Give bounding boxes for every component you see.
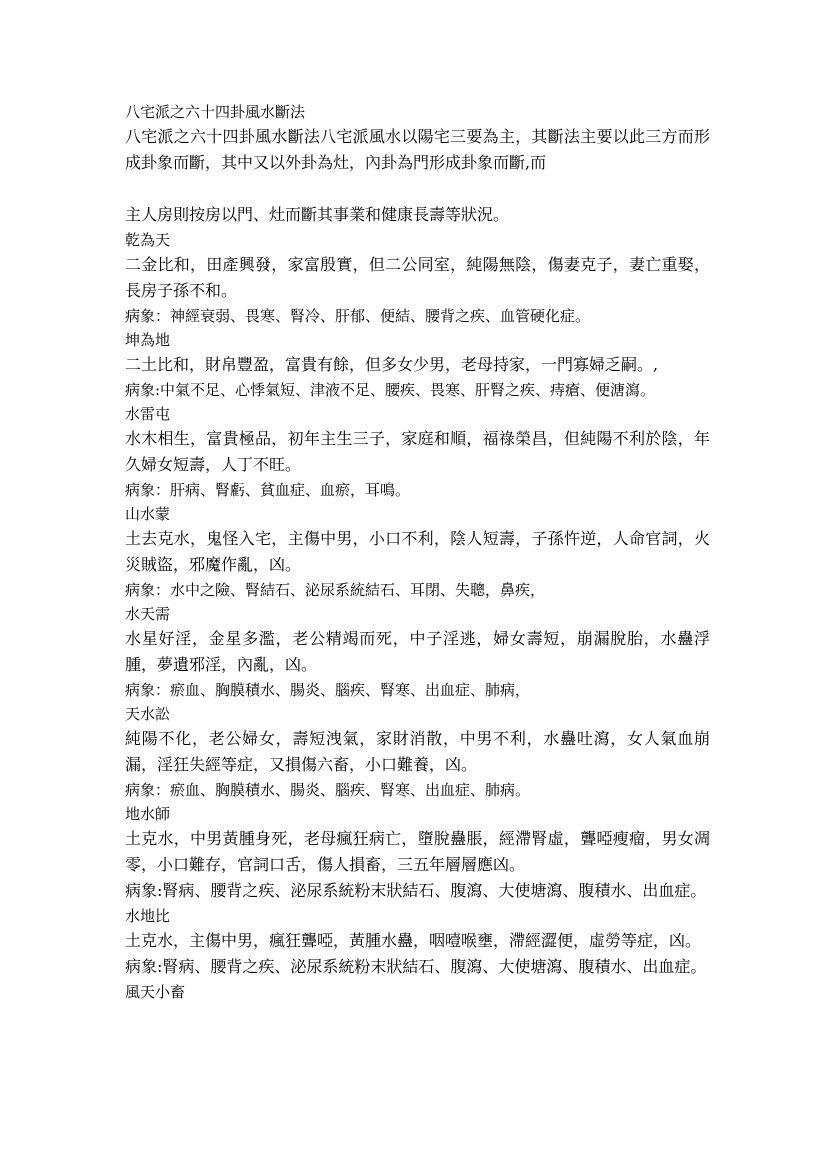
section-heading: 水雷屯: [125, 405, 171, 423]
document-page: [125, 100, 710, 1004]
section-heading: 水天需: [125, 605, 171, 623]
section-song: [125, 702, 710, 802]
section-text: 水星好淫，金星多濫，老公精竭而死，中子淫逃，婦女壽短，崩漏脫胎，水蠱浮腫，夢遺邪淫，內亂，凶。: [125, 629, 710, 674]
section-heading: 坤為地: [125, 331, 171, 349]
section-zhun: [125, 402, 710, 502]
section-text: 二土比和，財帛豐盈，富貴有餘，但多女少男，老母持家，一門寡婦乏嗣。,: [125, 355, 659, 374]
section-heading: 天水訟: [125, 705, 171, 723]
section-kun: [125, 328, 710, 402]
section-illness: 病象：瘀血、胸膜積水、腸炎、腦疾、腎寒、出血症、肺病，: [125, 681, 531, 699]
section-illness: 病象：水中之險、腎結石、泌尿系統結石、耳閉、失聰，鼻疾，: [125, 581, 546, 599]
section-illness: 病象：肝病、腎虧、貧血症、血瘀，耳鳴。: [125, 481, 411, 499]
section-heading: 水地比: [125, 907, 171, 925]
blank-line: [125, 176, 710, 202]
section-meng: [125, 502, 710, 602]
section-illness: 病象：瘀血、胸膜積水、腸炎、腦疾、腎寒、出血症、肺病。: [125, 781, 531, 799]
section-text: 土克水，中男黃腫身死，老母瘋狂病亡，墮脫蠱脹，經滯腎虛，聾啞瘦瘤，男女凋零，小口難存，官詞口舌，傷人損畜，三五年層層應凶。: [125, 829, 710, 874]
section-illness: 病象：神經衰弱、畏寒、腎冷、肝郁、便結、腰背之疾、血管硬化症。: [125, 307, 591, 325]
section-bi: [125, 904, 710, 980]
section-heading: 地水師: [125, 805, 171, 823]
section-shi: [125, 802, 710, 904]
section-xu: [125, 602, 710, 702]
section-text: 二金比和，田產興發，家富殷實，但二公同室，純陽無陰，傷妻克子，妻亡重娶，長房子孫不和。: [125, 255, 710, 300]
section-text: 水木相生，富貴極品，初年主生三子，家庭和順，福祿榮昌，但純陽不利於陰，年久婦女短壽，人丁不旺。: [125, 429, 710, 474]
section-qian: [125, 228, 710, 328]
document-title: 八宅派之六十四卦風水斷法: [125, 103, 306, 121]
section-heading: 山水蒙: [125, 505, 171, 523]
intro-paragraph: 八宅派之六十四卦風水斷法八宅派風水以陽宅三要為主，其斷法主要以此三方而形成卦象而斷，其中又以外卦為灶，內卦為門形成卦象而斷,而: [125, 127, 710, 172]
section-text: 土去克水，鬼怪入宅，主傷中男，小口不利，陰人短壽，子孫忤逆，人命官詞，火災賊盜，邪魔作亂，凶。: [125, 529, 710, 574]
section-heading: 乾為天: [125, 231, 171, 249]
intro-paragraph-2: 主人房則按房以門、灶而斷其事業和健康長壽等狀況。: [125, 205, 510, 224]
section-text: 土克水，主傷中男，瘋狂聾啞，黃腫水蠱，咽噎喉壅，滯經澀便，虛勞等症，凶。: [125, 931, 702, 950]
section-illness: 病象:腎病、腰背之疾、泌尿系統粉末狀結石、腹瀉、大使塘瀉、腹積水、出血症。: [125, 881, 707, 900]
section-illness: 病象:腎病、腰背之疾、泌尿系統粉末狀結石、腹瀉、大使塘瀉、腹積水、出血症。: [125, 957, 707, 976]
section-heading-last: 風天小畜: [125, 983, 186, 1001]
section-illness: 病象:中氣不足、心悸氣短、津液不足、腰疾、畏寒、肝腎之疾、痔瘡、便溏瀉。: [125, 381, 656, 399]
section-text: 純陽不化，老公婦女，壽短洩氣，家財消散，中男不利，水蠱吐瀉，女人氣血崩漏，淫狂失經等症，又損傷六畜，小口難養，凶。: [125, 729, 710, 774]
